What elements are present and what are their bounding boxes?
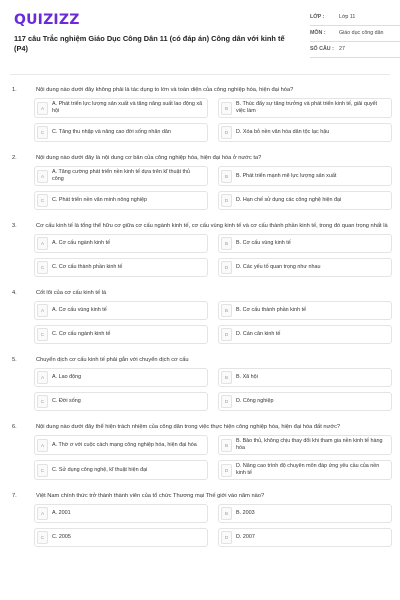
option-letter-badge: A — [37, 439, 48, 452]
option-letter-badge: D — [221, 126, 232, 139]
answer-option[interactable] — [218, 504, 392, 523]
option-letter-badge: A — [37, 170, 48, 183]
meta-row-subject — [310, 26, 400, 42]
option-letter-badge: C — [37, 531, 48, 544]
option-text: D. Các yếu tố quan trọng như nhau — [236, 264, 321, 270]
answer-option[interactable] — [218, 392, 392, 411]
option-text: C. Cơ cấu thành phần kinh tế — [52, 264, 123, 270]
question-item — [10, 154, 392, 210]
option-text: A. Lao động — [52, 374, 82, 380]
option-text: B. Cơ cấu thành phần kinh tế — [236, 307, 307, 313]
question-text: Nội dung nào dưới đây thể hiện trách nhiệm của công dân trong việc thực hiện công nghiệp hóa, hiện đại hóa đất nước? — [36, 424, 341, 430]
option-letter-badge: A — [37, 304, 48, 317]
option-letter-badge: B — [221, 507, 232, 520]
question-number: 7. — [12, 493, 17, 499]
worksheet-title: 117 câu Trắc nghiệm Giáo Dục Công Dân 11 (có đáp án) Công dân với kinh tế (P4) — [14, 34, 285, 53]
option-text: A. Cơ cấu vùng kinh tế — [52, 307, 107, 313]
option-text: C. Sử dụng công nghệ, kĩ thuật hiện đại — [52, 466, 148, 473]
meta-value: 27 — [339, 46, 345, 52]
answer-options — [10, 504, 392, 547]
answer-option[interactable] — [34, 234, 208, 253]
answer-option[interactable] — [34, 123, 208, 142]
answer-option[interactable] — [218, 301, 392, 320]
header-divider — [10, 74, 390, 75]
option-text: B. Phát triển mạnh mẽ lực lượng sản xuất — [236, 172, 337, 179]
question-line — [10, 86, 392, 94]
question-item — [10, 423, 392, 480]
option-text: C. Đời sống — [52, 398, 81, 404]
question-number: 5. — [12, 357, 17, 363]
answer-options — [10, 435, 392, 480]
meta-label: SỐ CÂU : — [310, 46, 334, 52]
meta-value: Lớp 11 — [339, 14, 356, 20]
option-text: A. Cơ cấu ngành kinh tế — [52, 240, 111, 246]
question-number: 2. — [12, 155, 17, 161]
answer-option[interactable] — [218, 528, 392, 547]
question-number: 1. — [12, 87, 17, 93]
question-line — [10, 289, 392, 297]
option-text: D. Cán cân kinh tế — [236, 331, 281, 337]
answer-option[interactable] — [218, 325, 392, 344]
answer-option[interactable] — [218, 435, 392, 455]
option-letter-badge: C — [37, 328, 48, 341]
answer-option[interactable] — [34, 301, 208, 320]
quizizz-logo: QUIZIZZ — [14, 12, 80, 28]
option-text: B. Cơ cấu vùng kinh tế — [236, 240, 291, 246]
option-letter-badge: D — [221, 328, 232, 341]
meta-value: Giáo dục công dân — [339, 30, 384, 36]
answer-option[interactable] — [34, 191, 208, 210]
question-line — [10, 492, 392, 500]
answer-options — [10, 98, 392, 142]
answer-option[interactable] — [34, 98, 208, 118]
option-text: B. 2003 — [236, 510, 255, 516]
option-letter-badge: A — [37, 371, 48, 384]
answer-option[interactable] — [34, 368, 208, 387]
answer-option[interactable] — [218, 98, 392, 118]
option-letter-badge: B — [221, 102, 232, 115]
option-letter-badge: B — [221, 304, 232, 317]
question-item — [10, 86, 392, 142]
option-letter-badge: B — [221, 170, 232, 183]
answer-option[interactable] — [34, 325, 208, 344]
question-item — [10, 492, 392, 547]
answer-option[interactable] — [34, 258, 208, 277]
option-text: D. Nâng cao trình độ chuyên môn đáp ứng yêu cầu của nền kinh tế — [236, 463, 380, 476]
question-text: Việt Nam chính thức trở thành thành viên của tổ chức Thương mại Thế giới vào năm nào? — [36, 493, 265, 499]
option-letter-badge: D — [221, 194, 232, 207]
answer-options — [10, 234, 392, 277]
question-number: 3. — [12, 223, 17, 229]
option-text: C. 2005 — [52, 534, 71, 540]
option-letter-badge: B — [221, 439, 232, 452]
option-letter-badge: D — [221, 464, 232, 477]
question-number: 4. — [12, 290, 17, 296]
option-text: D. Xóa bỏ nền văn hóa dân tộc lạc hậu — [236, 129, 330, 135]
option-letter-badge: D — [221, 395, 232, 408]
worksheet-meta — [310, 10, 400, 58]
question-line — [10, 154, 392, 162]
question-item — [10, 222, 392, 277]
option-text: A. Tăng cường phát triển nền kinh tế dựa trên kĩ thuật thủ công — [52, 169, 191, 182]
question-text: Nội dung nào dưới đây là nội dung cơ bản của công nghiệp hóa, hiện đại hóa ở nước ta? — [36, 155, 262, 161]
answer-option[interactable] — [34, 460, 208, 480]
worksheet-header — [14, 10, 390, 68]
question-item — [10, 356, 392, 411]
option-text: D. 2007 — [236, 534, 255, 540]
answer-option[interactable] — [34, 435, 208, 455]
option-letter-badge: A — [37, 507, 48, 520]
question-item — [10, 289, 392, 344]
answer-options — [10, 301, 392, 344]
option-text: C. Cơ cấu ngành kinh tế — [52, 331, 111, 337]
question-text: Chuyển dịch cơ cấu kinh tế phải gắn với chuyển dịch cơ cấu — [36, 357, 189, 363]
option-letter-badge: C — [37, 464, 48, 477]
question-number: 6. — [12, 424, 17, 430]
option-letter-badge: D — [221, 261, 232, 274]
question-text: Cơ cấu kinh tế là tổng thể hữu cơ giữa cơ cấu ngành kinh tế, cơ cấu vùng kinh tế và cơ cấu thành phần kinh tế, trong đó quan trọng nhất là — [36, 223, 388, 229]
option-text: D. Hạn chế sử dụng các công nghệ hiện đại — [236, 197, 342, 203]
question-text: Cốt lõi của cơ cấu kinh tế là — [36, 290, 107, 296]
meta-label: MÔN : — [310, 30, 326, 36]
option-text: A. 2001 — [52, 510, 71, 516]
answer-option[interactable] — [34, 528, 208, 547]
answer-option[interactable] — [34, 166, 208, 186]
option-text: A. Thờ ơ với cuộc cách mạng công nghiệp hóa, hiện đại hóa — [52, 441, 197, 448]
meta-row-count — [310, 42, 400, 58]
question-line — [10, 423, 392, 431]
answer-option[interactable] — [218, 191, 392, 210]
option-letter-badge: D — [221, 531, 232, 544]
answer-option[interactable] — [218, 368, 392, 387]
option-letter-badge: B — [221, 237, 232, 250]
option-letter-badge: C — [37, 261, 48, 274]
question-text: Nội dung nào dưới đây không phải là tác dụng to lớn và toàn diện của công nghiệp hóa, hiện đại hóa? — [36, 87, 294, 93]
option-letter-badge: B — [221, 371, 232, 384]
option-letter-badge: A — [37, 237, 48, 250]
option-text: D. Công nghiệp — [236, 398, 274, 404]
answer-option[interactable] — [218, 166, 392, 186]
option-text: B. Thúc đẩy sự tăng trưởng và phát triển kinh tế, giải quyết việc làm — [236, 101, 378, 114]
answer-option[interactable] — [34, 504, 208, 523]
answer-option[interactable] — [218, 123, 392, 142]
option-text: B. Xã hội — [236, 374, 258, 380]
option-letter-badge: C — [37, 194, 48, 207]
question-line — [10, 222, 392, 230]
meta-row-class — [310, 10, 400, 26]
option-text: A. Phát triển lực lượng sản xuất và tăng năng suất lao động xã hội — [52, 101, 203, 114]
option-letter-badge: C — [37, 126, 48, 139]
answer-option[interactable] — [218, 258, 392, 277]
question-list — [10, 86, 392, 559]
option-text: C. Phát triển nền văn minh nông nghiệp — [52, 197, 147, 203]
question-line — [10, 356, 392, 364]
option-letter-badge: C — [37, 395, 48, 408]
answer-option[interactable] — [218, 234, 392, 253]
option-text: C. Tăng thu nhập và nâng cao đời sống nhân dân — [52, 129, 171, 135]
answer-options — [10, 166, 392, 210]
answer-option[interactable] — [34, 392, 208, 411]
answer-options — [10, 368, 392, 411]
option-letter-badge: A — [37, 102, 48, 115]
answer-option[interactable] — [218, 460, 392, 480]
option-text: B. Bảo thủ, không chịu thay đổi khi tham gia nền kinh tế hàng hóa — [236, 438, 383, 451]
meta-label: LỚP : — [310, 14, 325, 20]
